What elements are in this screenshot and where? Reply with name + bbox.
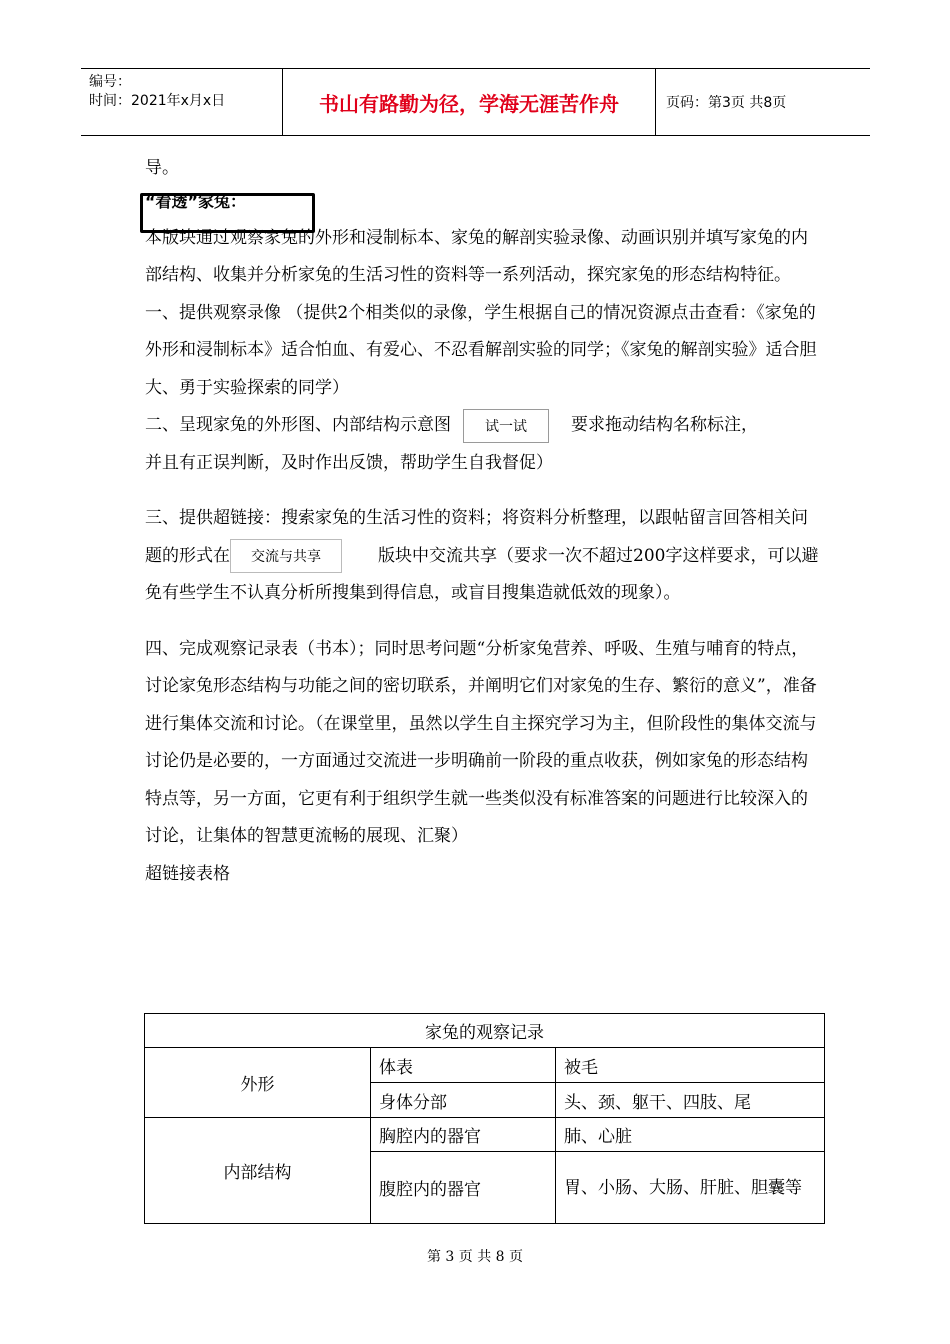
cell-fur: 被毛: [556, 1048, 825, 1083]
table-caption: 超链接表格: [145, 863, 230, 884]
item-1: 一、提供观察录像 （提供2个相类似的录像，学生根据自己的情况资源点击查看：《家兔的外形和浸制标本》适合怕血、有爱心、不忍看解剖实验的同学；《家兔的解剖实验》适合胆大、勇于实验探索的同学）: [145, 302, 817, 398]
observation-record-table: [144, 1013, 825, 1224]
item-2-text-b: 要求拖动结构名称标注，: [571, 415, 758, 435]
page-footer: 第 3 页 共 8 页: [426, 1249, 524, 1265]
document-body: [145, 150, 820, 893]
section-heading: “看透”家兔：: [145, 191, 247, 211]
header-page-info: 页码：第3页 共8页: [666, 95, 787, 111]
item-3: [145, 500, 820, 613]
cell-thoracic: 胸腔内的器官: [371, 1118, 556, 1152]
document-date: 时间：2021年x月x日: [89, 93, 226, 109]
item-2-text-a: 二、呈现家兔的外形图、内部结构示意图: [145, 415, 451, 435]
continuation-line: 导。: [145, 158, 179, 178]
header-meta: [81, 69, 283, 135]
cell-thoracic-value: 肺、心脏: [556, 1118, 825, 1152]
item-2-text-c: 并且有正误判断，及时作出反馈，帮助学生自我督促）: [145, 452, 553, 473]
item-3-text-a: 三、提供超链接：搜索家兔的生活习性的资料；将资料分析整理，以跟帖留言回答相关问题的形式在: [145, 508, 808, 566]
item-3-text-b: 版块中交流共享（要求一次不超过200字这样要求，可以避免有些学生不认真分析所搜集到得信息，或盲目搜集造就低效的现象）。: [145, 545, 819, 603]
cell-parts-value: 头、颈、躯干、四肢、尾: [556, 1083, 825, 1118]
cell-abdominal-value: 胃、小肠、大肠、肝脏、胆囊等: [556, 1152, 825, 1224]
exchange-share-button[interactable]: 交流与共享: [230, 539, 342, 573]
cell-internal: 内部结构: [145, 1118, 371, 1224]
item-4: 四、完成观察记录表（书本）；同时思考问题“分析家兔营养、呼吸、生殖与哺育的特点，讨论家兔形态结构与功能之间的密切联系，并阐明它们对家兔的生存、繁衍的意义”，准备进行集体交流和讨论。（在课堂里，虽然以学生自主探究学习为主，但阶段性的集体交流与讨论仍是必要的，一方面通过交流进一步明确前一阶段的重点收获，例如家兔的形态结构特点等，另一方面，它更有利于组织学生就一些类似没有标准答案的问题进行比较深入的讨论，让集体的智慧更流畅的展现、汇聚）: [145, 638, 817, 846]
cell-abdominal: 腹腔内的器官: [371, 1152, 556, 1224]
cell-external: 外形: [145, 1048, 371, 1118]
document-number: 编号：: [89, 74, 131, 90]
cell-body-surface: 体表: [371, 1048, 556, 1083]
try-it-button[interactable]: 试一试: [463, 409, 549, 443]
cell-body-parts: 身体分部: [371, 1083, 556, 1118]
intro-paragraph: 本版块通过观察家兔的外形和浸制标本、家兔的解剖实验录像、动画识别并填写家兔的内部结构、收集并分析家兔的生活习性的资料等一系列活动，探究家兔的形态结构特征。: [145, 227, 808, 285]
page-header: [81, 68, 870, 136]
header-motto: 书山有路勤为径，学海无涯苦作舟: [283, 69, 656, 135]
table-title: 家兔的观察记录: [145, 1014, 825, 1048]
item-2: [145, 407, 820, 482]
